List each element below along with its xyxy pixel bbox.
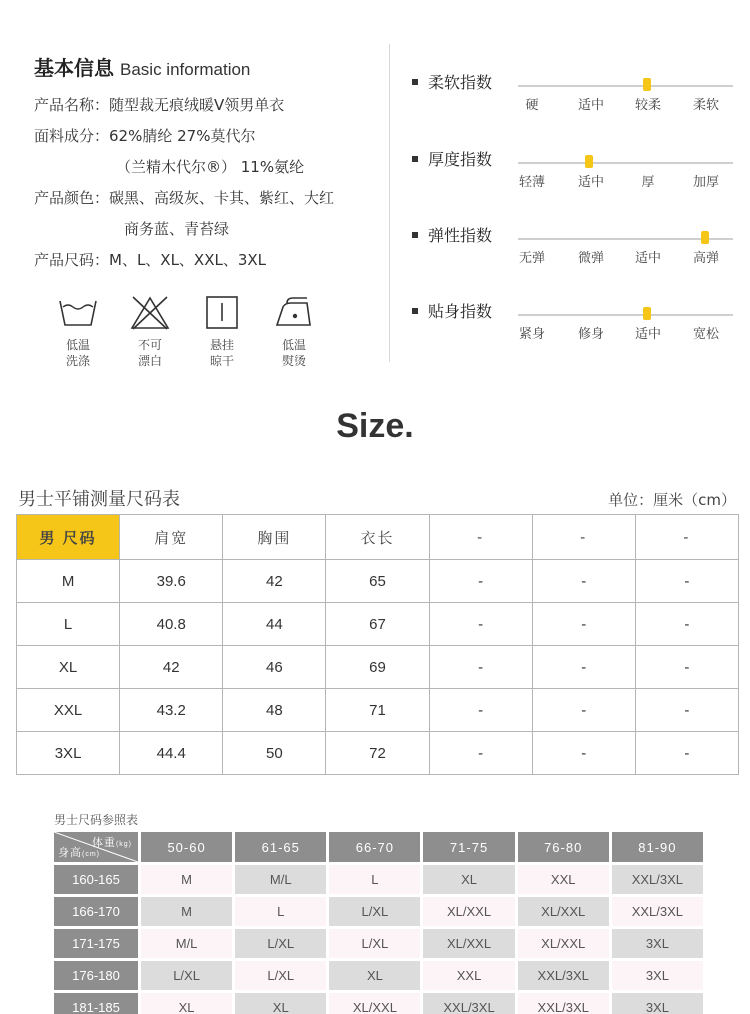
index-track xyxy=(518,162,733,164)
table-cell: - xyxy=(532,732,635,775)
table-row xyxy=(17,689,739,732)
table-cell: M/L xyxy=(141,929,232,958)
table-header-cell: 男 尺码 xyxy=(17,515,120,560)
scale-label: 厚 xyxy=(641,175,655,190)
table-header-cell: 胸围 xyxy=(223,515,326,560)
color-line: 产品颜色：碳黑、高级灰、卡其、紫红、大红 xyxy=(34,189,335,207)
fabric-line-continued: （兰精木代尔®） 11%氨纶 xyxy=(116,158,305,176)
table-cell: XL/XXL xyxy=(423,897,514,926)
index-marker xyxy=(701,231,709,244)
table-cell: - xyxy=(429,732,532,775)
scale-label: 柔软 xyxy=(692,98,720,113)
table-cell: - xyxy=(635,689,738,732)
table-cell: - xyxy=(429,689,532,732)
table-cell: M/L xyxy=(235,865,326,894)
table-row xyxy=(17,732,739,775)
index-marker xyxy=(643,307,651,320)
table-cell: 69 xyxy=(326,646,429,689)
table-cell: - xyxy=(532,689,635,732)
table-cell: 3XL xyxy=(612,993,703,1014)
table-row xyxy=(54,961,703,990)
table-cell: 3XL xyxy=(17,732,120,775)
thickness-index xyxy=(412,147,742,197)
product-details xyxy=(34,95,394,281)
table-cell: - xyxy=(532,560,635,603)
table-row xyxy=(54,897,703,926)
table-header-cell: 81-90 xyxy=(612,832,703,862)
care-item-bleach xyxy=(120,295,180,369)
table-row xyxy=(17,560,739,603)
corner-height-label: 身高 xyxy=(58,847,82,859)
table-cell: - xyxy=(635,603,738,646)
index-track xyxy=(518,314,733,316)
table-cell: 3XL xyxy=(612,961,703,990)
basic-info-title-cn: 基本信息 xyxy=(34,56,114,80)
table-cell: 67 xyxy=(326,603,429,646)
scale-label: 适中 xyxy=(577,175,605,190)
table-cell: 42 xyxy=(223,560,326,603)
size-heading: Size. xyxy=(336,407,414,445)
index-track xyxy=(518,85,733,87)
care-label-bleach: 不可 漂白 xyxy=(137,338,162,368)
table-cell: - xyxy=(429,646,532,689)
table-cell: 44.4 xyxy=(120,732,223,775)
table-cell: XXL xyxy=(423,961,514,990)
table-cell: L xyxy=(235,897,326,926)
scale-label: 适中 xyxy=(577,98,605,113)
row-header-cell: 176-180 xyxy=(54,961,138,990)
measure-table xyxy=(16,514,739,775)
measure-table-title: 男士平铺测量尺码表 xyxy=(18,489,180,510)
care-instructions xyxy=(40,295,340,375)
low-temp-iron-icon xyxy=(273,295,315,331)
table-cell: XXL xyxy=(518,865,609,894)
table-cell: XXL/3XL xyxy=(423,993,514,1014)
bullet-icon xyxy=(412,156,418,162)
table-cell: XL/XXL xyxy=(423,929,514,958)
table-row xyxy=(54,865,703,894)
scale-label: 修身 xyxy=(577,327,605,342)
index-marker xyxy=(585,155,593,168)
table-row xyxy=(17,603,739,646)
basic-info-title-en: Basic information xyxy=(120,60,251,79)
table-header-cell: 66-70 xyxy=(329,832,420,862)
fabric-line: 面料成分：62%腈纶 27%莫代尔 xyxy=(34,127,256,145)
reference-table-title: 男士尺码参照表 xyxy=(54,813,139,827)
table-cell: 42 xyxy=(120,646,223,689)
table-cell: L/XL xyxy=(235,961,326,990)
scale-label: 无弹 xyxy=(518,251,546,266)
table-cell: XL xyxy=(141,993,232,1014)
table-cell: - xyxy=(429,603,532,646)
table-cell: M xyxy=(17,560,120,603)
table-cell: 65 xyxy=(326,560,429,603)
table-cell: XL xyxy=(329,961,420,990)
elasticity-index xyxy=(412,223,742,273)
index-scale xyxy=(518,323,748,342)
table-cell: XXL/3XL xyxy=(612,865,703,894)
table-cell: 71 xyxy=(326,689,429,732)
table-row xyxy=(54,993,703,1014)
no-bleach-icon xyxy=(129,295,171,331)
fit-index xyxy=(412,299,742,349)
scale-label: 微弹 xyxy=(577,251,605,266)
table-cell: XL/XXL xyxy=(518,929,609,958)
hang-dry-icon xyxy=(201,295,243,331)
bullet-icon xyxy=(412,79,418,85)
table-cell: - xyxy=(532,603,635,646)
table-header-cell: - xyxy=(429,515,532,560)
corner-weight-unit: (kg) xyxy=(115,841,132,848)
table-cell: XL xyxy=(423,865,514,894)
table-cell: L/XL xyxy=(235,929,326,958)
table-cell: - xyxy=(429,560,532,603)
care-item-dry xyxy=(192,295,252,369)
index-name: 厚度指数 xyxy=(428,150,493,169)
index-scale xyxy=(518,171,748,190)
basic-info-title xyxy=(34,52,384,81)
table-cell: M xyxy=(141,897,232,926)
table-cell: 72 xyxy=(326,732,429,775)
product-name-line: 产品名称：随型裁无痕绒暖V领男单衣 xyxy=(34,96,285,114)
scale-label: 硬 xyxy=(525,98,539,113)
table-cell: 46 xyxy=(223,646,326,689)
table-cell: - xyxy=(532,646,635,689)
table-cell: - xyxy=(635,560,738,603)
care-label-wash: 低温 洗涤 xyxy=(65,338,90,368)
size-line: 产品尺码：M、L、XL、XXL、3XL xyxy=(34,251,267,269)
table-header-cell: 71-75 xyxy=(423,832,514,862)
table-row xyxy=(17,646,739,689)
table-header-row xyxy=(54,832,703,862)
table-header-cell: - xyxy=(532,515,635,560)
table-header-cell: 衣长 xyxy=(326,515,429,560)
table-cell: - xyxy=(635,732,738,775)
row-header-cell: 171-175 xyxy=(54,929,138,958)
table-cell: L xyxy=(17,603,120,646)
scale-label: 紧身 xyxy=(518,327,546,342)
corner-height-unit: (cm) xyxy=(82,851,100,858)
table-cell: XXL/3XL xyxy=(612,897,703,926)
table-header-cell: 肩宽 xyxy=(120,515,223,560)
index-name: 柔软指数 xyxy=(428,73,493,92)
row-header-cell: 181-185 xyxy=(54,993,138,1014)
section-divider xyxy=(389,44,390,362)
table-cell: XXL xyxy=(17,689,120,732)
table-row xyxy=(54,929,703,958)
table-cell: 48 xyxy=(223,689,326,732)
index-name: 弹性指数 xyxy=(428,226,493,245)
table-header-cell: - xyxy=(635,515,738,560)
row-header-cell: 160-165 xyxy=(54,865,138,894)
measure-table-unit: 单位：厘米（cm） xyxy=(608,491,736,509)
table-corner-cell xyxy=(54,832,138,862)
table-cell: XL xyxy=(17,646,120,689)
bullet-icon xyxy=(412,232,418,238)
table-header-cell: 61-65 xyxy=(235,832,326,862)
care-label-iron: 低温 熨烫 xyxy=(281,338,306,368)
corner-weight-label: 体重 xyxy=(91,837,116,849)
low-temp-wash-icon xyxy=(57,295,99,331)
row-header-cell: 166-170 xyxy=(54,897,138,926)
table-cell: - xyxy=(635,646,738,689)
reference-table xyxy=(51,829,706,1014)
table-cell: M xyxy=(141,865,232,894)
table-cell: L/XL xyxy=(329,929,420,958)
table-cell: L/XL xyxy=(329,897,420,926)
table-cell: XL/XXL xyxy=(329,993,420,1014)
scale-label: 宽松 xyxy=(692,327,720,342)
basic-info-section xyxy=(34,52,384,269)
scale-label: 适中 xyxy=(634,251,662,266)
softness-index xyxy=(412,70,742,120)
care-item-wash xyxy=(48,295,108,369)
bullet-icon xyxy=(412,308,418,314)
scale-label: 较柔 xyxy=(634,98,662,113)
table-cell: L xyxy=(329,865,420,894)
scale-label: 轻薄 xyxy=(518,175,546,190)
table-cell: 43.2 xyxy=(120,689,223,732)
table-header-cell: 76-80 xyxy=(518,832,609,862)
scale-label: 高弹 xyxy=(692,251,720,266)
table-cell: 40.8 xyxy=(120,603,223,646)
color-line-continued: 商务蓝、青苔绿 xyxy=(124,220,230,238)
care-label-dry: 悬挂 晾干 xyxy=(209,338,234,368)
scale-label: 适中 xyxy=(634,327,662,342)
table-cell: XXL/3XL xyxy=(518,961,609,990)
index-marker xyxy=(643,78,651,91)
table-cell: L/XL xyxy=(141,961,232,990)
care-item-iron xyxy=(264,295,324,369)
table-cell: 39.6 xyxy=(120,560,223,603)
table-cell: XXL/3XL xyxy=(518,993,609,1014)
table-cell: XL/XXL xyxy=(518,897,609,926)
table-header-row xyxy=(17,515,739,560)
table-cell: 3XL xyxy=(612,929,703,958)
table-cell: 44 xyxy=(223,603,326,646)
table-cell: XL xyxy=(235,993,326,1014)
index-name: 贴身指数 xyxy=(428,302,493,321)
scale-label: 加厚 xyxy=(692,175,720,190)
table-header-cell: 50-60 xyxy=(141,832,232,862)
index-scale xyxy=(518,247,748,266)
table-cell: 50 xyxy=(223,732,326,775)
index-scale xyxy=(518,94,748,113)
